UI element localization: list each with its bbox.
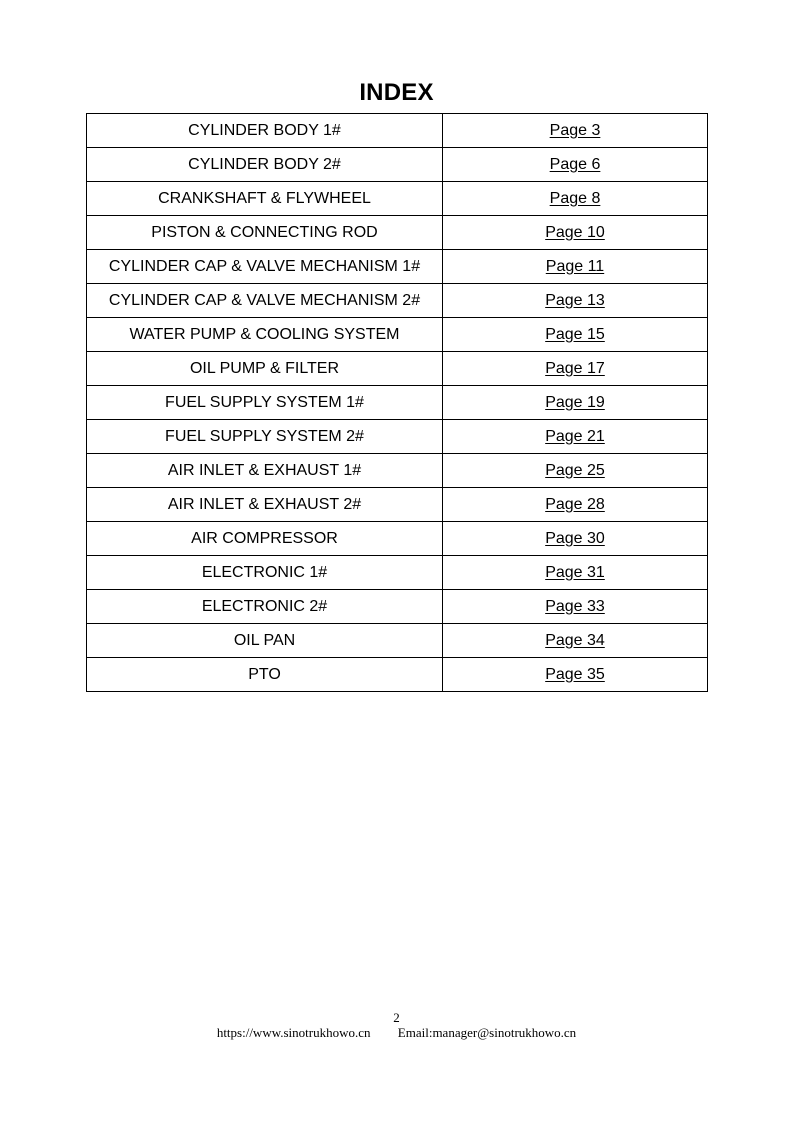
section-name: CYLINDER CAP & VALVE MECHANISM 1# (87, 250, 443, 284)
page-link[interactable]: Page 13 (545, 291, 605, 309)
page-link[interactable]: Page 11 (545, 257, 605, 275)
table-row (87, 556, 708, 590)
table-row (87, 114, 708, 148)
page-link[interactable]: Page 33 (545, 597, 605, 615)
page-link[interactable]: Page 28 (545, 495, 605, 513)
page-link[interactable]: Page 10 (545, 223, 605, 241)
table-row (87, 624, 708, 658)
footer-email-link[interactable]: Email:manager@sinotrukhowo.cn (397, 1025, 577, 1040)
page-title: INDEX (359, 79, 434, 106)
table-row (87, 420, 708, 454)
section-name: CRANKSHAFT & FLYWHEEL (87, 182, 443, 216)
table-row (87, 284, 708, 318)
section-name: AIR COMPRESSOR (87, 522, 443, 556)
section-name: PTO (87, 658, 443, 692)
page-link[interactable]: Page 30 (545, 529, 605, 547)
page-link[interactable]: Page 6 (549, 155, 601, 173)
table-row (87, 454, 708, 488)
section-name: WATER PUMP & COOLING SYSTEM (87, 318, 443, 352)
table-row (87, 148, 708, 182)
table-row (87, 658, 708, 692)
section-name: OIL PAN (87, 624, 443, 658)
page-link[interactable]: Page 35 (545, 665, 605, 683)
section-name: AIR INLET & EXHAUST 1# (87, 454, 443, 488)
section-name: AIR INLET & EXHAUST 2# (87, 488, 443, 522)
page-link[interactable]: Page 31 (545, 563, 605, 581)
section-name: ELECTRONIC 1# (87, 556, 443, 590)
section-name: FUEL SUPPLY SYSTEM 1# (87, 386, 443, 420)
footer-page-number: 2 (393, 1010, 400, 1025)
page-link[interactable]: Page 3 (549, 121, 601, 139)
index-table (86, 113, 708, 692)
page-link[interactable]: Page 21 (545, 427, 605, 445)
section-name: ELECTRONIC 2# (87, 590, 443, 624)
table-row (87, 590, 708, 624)
table-row (87, 386, 708, 420)
table-row (87, 182, 708, 216)
footer-contact (0, 1025, 793, 1041)
table-row (87, 250, 708, 284)
page-link[interactable]: Page 17 (545, 359, 605, 377)
page-link[interactable]: Page 25 (545, 461, 605, 479)
section-name: CYLINDER CAP & VALVE MECHANISM 2# (87, 284, 443, 318)
section-name: PISTON & CONNECTING ROD (87, 216, 443, 250)
section-name: OIL PUMP & FILTER (87, 352, 443, 386)
page-link[interactable]: Page 19 (545, 393, 605, 411)
page-link[interactable]: Page 8 (549, 189, 601, 207)
section-name: CYLINDER BODY 2# (87, 148, 443, 182)
section-name: CYLINDER BODY 1# (87, 114, 443, 148)
table-row (87, 352, 708, 386)
table-row (87, 488, 708, 522)
section-name: FUEL SUPPLY SYSTEM 2# (87, 420, 443, 454)
footer-website-link[interactable]: https://www.sinotrukhowo.cn (216, 1025, 371, 1040)
page-link[interactable]: Page 15 (545, 325, 605, 343)
table-row (87, 318, 708, 352)
table-row (87, 522, 708, 556)
page-link[interactable]: Page 34 (545, 631, 605, 649)
table-row (87, 216, 708, 250)
